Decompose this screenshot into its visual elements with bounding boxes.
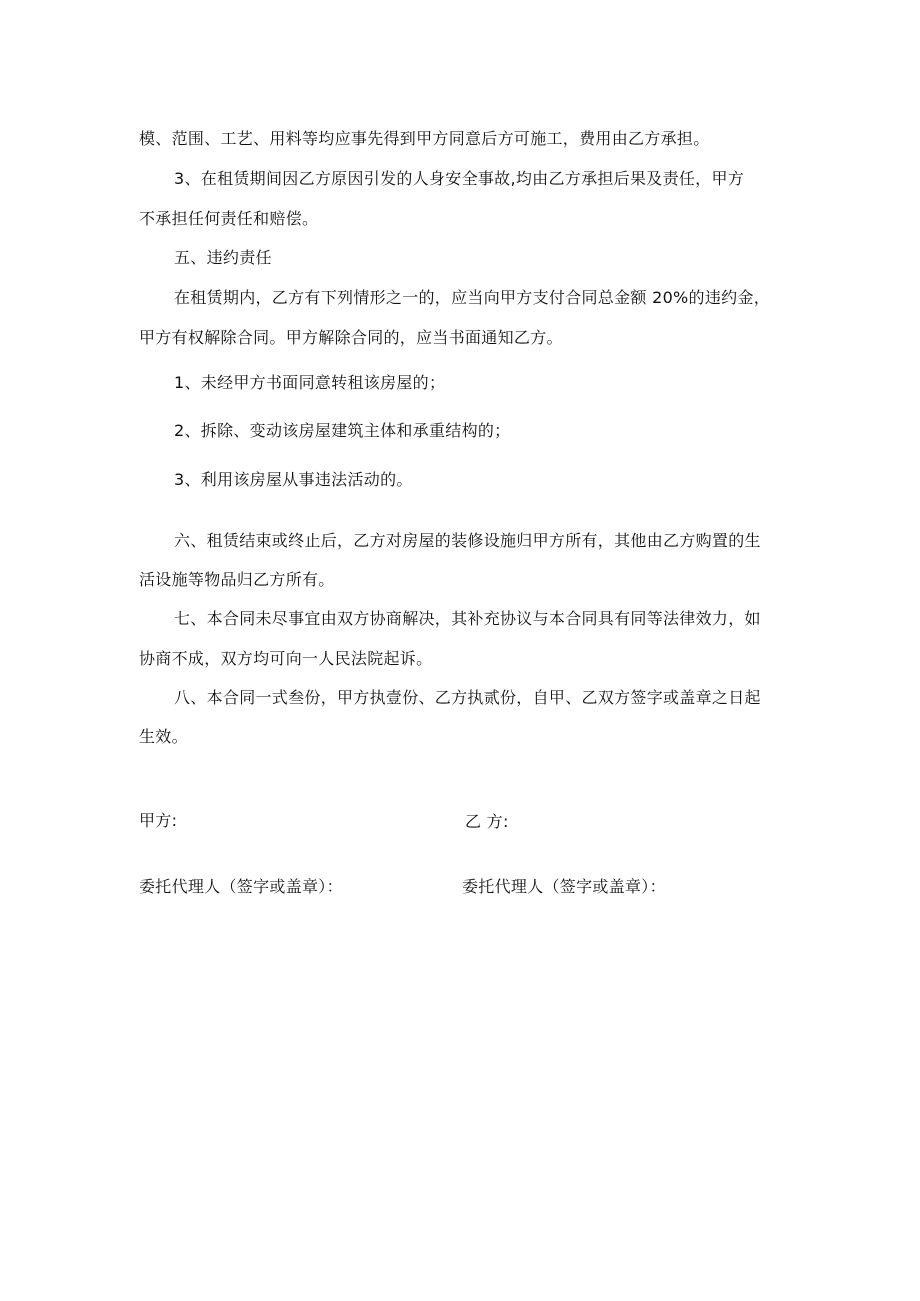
party-a-label: 甲方: (139, 811, 178, 830)
section-5-item-1: 1、未经甲方书面同意转租该房屋的； (174, 373, 446, 392)
clause-4-item-3-line-1: 3、在租赁期间因乙方原因引发的人身安全事故,均由乙方承担后果及责任，甲方 (174, 169, 745, 188)
agent-a-label: 委托代理人（签字或盖章）： (139, 877, 343, 896)
section-7-line-1: 七、本合同未尽事宜由双方协商解决，其补充协议与本合同具有同等法律效力，如 (174, 609, 761, 628)
section-7-line-2: 协商不成，双方均可向一人民法院起诉。 (139, 649, 433, 668)
section-5-item-3: 3、利用该房屋从事违法活动的。 (174, 470, 413, 489)
section-8-line-1: 八、本合同一式叁份，甲方执壹份、乙方执贰份，自甲、乙双方签字或盖章之日起 (174, 688, 761, 707)
section-6-line-1: 六、租赁结束或终止后，乙方对房屋的装修设施归甲方所有，其他由乙方购置的生 (174, 531, 761, 550)
section-6-line-2: 活设施等物品归乙方所有。 (139, 570, 335, 589)
section-8-line-2: 生效。 (139, 727, 188, 746)
party-b-label: 乙 方: (465, 812, 509, 831)
section-5-item-2: 2、拆除、变动该房屋建筑主体和承重结构的； (174, 421, 511, 440)
clause-4-continuation: 模、范围、工艺、用料等均应事先得到甲方同意后方可施工，费用由乙方承担。 (139, 129, 710, 148)
agent-b-label: 委托代理人（签字或盖章）： (462, 877, 666, 896)
section-5-intro-line-1: 在租赁期内，乙方有下列情形之一的，应当向甲方支付合同总金额 20%的违约金， (174, 288, 771, 307)
section-5-heading: 五、违约责任 (174, 248, 272, 267)
clause-4-item-3-line-2: 不承担任何责任和赔偿。 (139, 209, 319, 228)
section-5-intro-line-2: 甲方有权解除合同。甲方解除合同的，应当书面通知乙方。 (139, 328, 563, 347)
